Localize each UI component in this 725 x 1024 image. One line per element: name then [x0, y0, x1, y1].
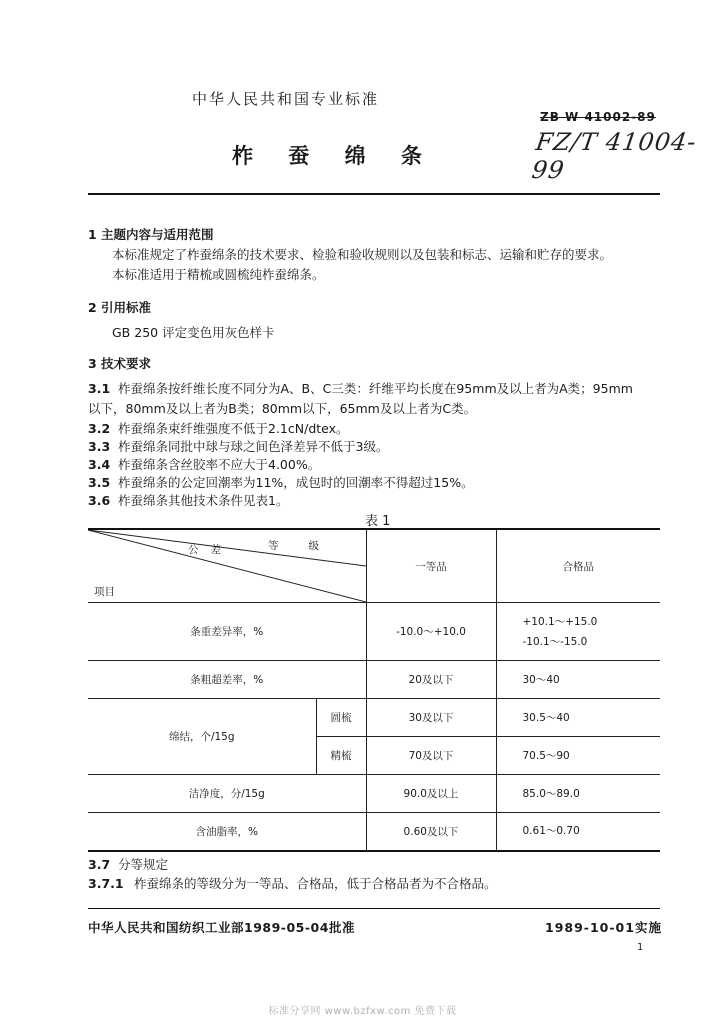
- row-sublabel: 精梳: [316, 737, 366, 775]
- document-title: 柞 蚕 绵 条: [232, 144, 436, 168]
- row-label: 洁净度，分/15g: [88, 775, 366, 813]
- cell-qualified: 30.5～40: [496, 699, 660, 737]
- table-row: [88, 699, 660, 737]
- approval-line: 中华人民共和国纺织工业部1989-05-04批准: [88, 920, 355, 935]
- clause-number: 3.2: [88, 421, 111, 436]
- cell-qualified: 30～40: [496, 661, 660, 699]
- clause-text: 柞蚕绵条束纤维强度不低于2.1cN/dtex。: [118, 421, 349, 436]
- header-tolerance-label: 公差: [188, 544, 233, 556]
- clause-text: 柞蚕绵条的等级分为一等品、合格品，低于合格品者为不合格品。: [134, 876, 497, 891]
- table-row: [88, 813, 660, 851]
- clause-text: 柞蚕绵条含丝胶率不应大于4.00%。: [118, 457, 321, 472]
- clause-number: 3.7: [88, 857, 111, 872]
- row-label: 绵结，个/15g: [88, 699, 316, 775]
- standard-number-handwritten: FZ/T 41004-99: [530, 128, 699, 184]
- cell-first-grade: 90.0及以上: [366, 775, 496, 813]
- clause-text: 柞蚕绵条其他技术条件见表1。: [118, 493, 289, 508]
- cell-first-grade: -10.0～+10.0: [366, 603, 496, 661]
- header-item-label: 项目: [94, 586, 115, 598]
- header-rule: [88, 193, 660, 195]
- cell-qualified: 85.0～89.0: [496, 775, 660, 813]
- table-row: [88, 775, 660, 813]
- clause-3-1-continued: 以下，80mm及以上者为B类；80mm以下，65mm及以上者为C类。: [88, 401, 477, 416]
- column-header-first-grade: 一等品: [366, 529, 496, 603]
- column-header-qualified: 合格品: [496, 529, 660, 603]
- clause-number: 3.6: [88, 493, 111, 508]
- cell-first-grade: 20及以下: [366, 661, 496, 699]
- clause-number: 3.5: [88, 475, 111, 490]
- cell-first-grade: 70及以下: [366, 737, 496, 775]
- table-row: [88, 603, 660, 661]
- range-lower: -10.1～-15.0: [522, 635, 588, 648]
- section-3-heading: 3 技术要求: [88, 356, 152, 371]
- effective-date: 1989-10-01实施: [545, 920, 662, 935]
- clause-3-3: [88, 438, 388, 456]
- cell-first-grade: 0.60及以下: [366, 813, 496, 851]
- clause-3-7: [88, 856, 168, 874]
- issuing-authority: 中华人民共和国专业标准: [192, 90, 380, 108]
- row-sublabel: 圆梳: [316, 699, 366, 737]
- header-grade-label: 等级: [268, 540, 349, 552]
- clause-3-2: [88, 420, 349, 438]
- clause-number: 3.3: [88, 439, 111, 454]
- clause-text: 分等规定: [118, 857, 169, 872]
- clause-number: 3.4: [88, 457, 111, 472]
- range-upper: +10.1～+15.0: [522, 615, 598, 628]
- watermark: 标准分享网 www.bzfxw.com 免费下载: [268, 1006, 457, 1017]
- table-row: [88, 661, 660, 699]
- clause-number: 3.1: [88, 381, 111, 396]
- clause-3-7-1: [88, 875, 497, 893]
- section-1-paragraph-2: 本标准适用于精梳或圆梳纯柞蚕绵条。: [112, 267, 325, 282]
- page-number: 1: [637, 942, 644, 953]
- section-1-paragraph-1: 本标准规定了柞蚕绵条的技术要求、检验和验收规则以及包装和标志、运输和贮存的要求。: [112, 247, 613, 262]
- row-label: 条粗超差率，%: [88, 661, 366, 699]
- row-label: 含油脂率，%: [88, 813, 366, 851]
- clause-number: 3.7.1: [88, 876, 124, 891]
- table-header-row: [88, 529, 660, 603]
- section-1-heading: 1 主题内容与适用范围: [88, 227, 214, 242]
- cell-qualified: [496, 603, 660, 661]
- clause-text: 柞蚕绵条的公定回潮率为11%，成包时的回潮率不得超过15%。: [118, 475, 474, 490]
- section-2-heading: 2 引用标准: [88, 300, 152, 315]
- clause-text: 柞蚕绵条按纤维长度不同分为A、B、C三类：纤维平均长度在95mm及以上者为A类；95mm: [118, 381, 633, 396]
- cell-qualified: 70.5～90: [496, 737, 660, 775]
- clause-3-6: [88, 492, 288, 510]
- clause-3-4: [88, 456, 320, 474]
- cell-qualified: 0.61～0.70: [496, 813, 660, 851]
- footer-rule: [88, 908, 660, 909]
- table-caption: 表 1: [365, 514, 391, 529]
- clause-text: 柞蚕绵条同批中球与球之间色泽差异不低于3级。: [118, 439, 389, 454]
- diagonal-header-cell: [88, 529, 366, 603]
- normative-reference: GB 250 评定变色用灰色样卡: [112, 325, 275, 340]
- cell-first-grade: 30及以下: [366, 699, 496, 737]
- row-label: 条重差异率，%: [88, 603, 366, 661]
- clause-3-1: [88, 380, 668, 398]
- technical-requirements-table: [88, 528, 660, 852]
- standard-number-old: ZB W 41002-89: [540, 110, 656, 124]
- clause-3-5: [88, 474, 474, 492]
